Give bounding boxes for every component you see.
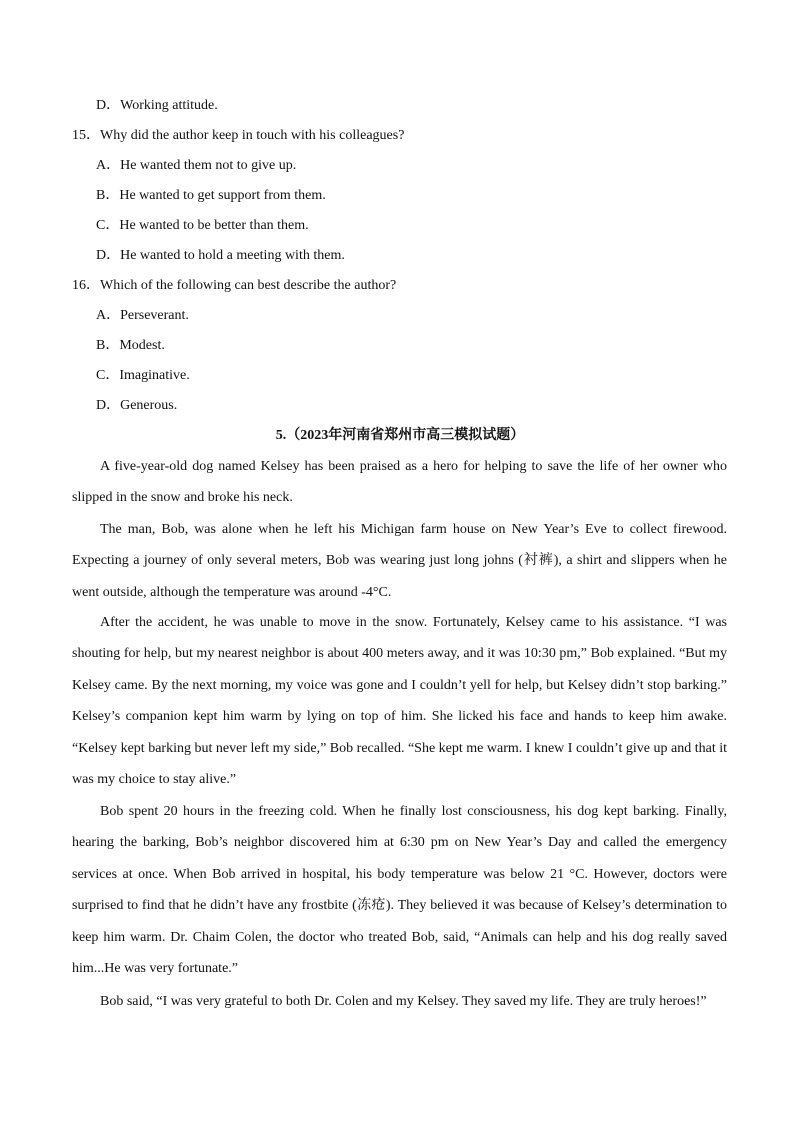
- passage-paragraph-3: After the accident, he was unable to move in the snow. Fortunately, Kelsey came to his assistance. “I was shouting for help, but my nearest neighbor is about 400 meters away, and it was 10:30 pm,” Bob explained. “But my Kelsey came. By the next morning, my voice was gone and I couldn’t yell for help, but Kelsey didn’t stop barking.” Kelsey’s companion kept him warm by lying on top of him. She licked his face and hands to keep him awake. “Kelsey kept barking but never left my side,” Bob recalled. “She kept me warm. I knew I couldn’t give up and that it was my choice to stay alive.”: [72, 615, 727, 788]
- q15-option-b: B．He wanted to get support from them.: [96, 188, 326, 203]
- q15-option-d: D．He wanted to hold a meeting with them.: [96, 248, 345, 263]
- q15-option-a: A．He wanted them not to give up.: [96, 158, 297, 173]
- passage-paragraph-1: A five-year-old dog named Kelsey has been praised as a hero for helping to save the life of her owner who slipped in the snow and broke his neck.: [72, 459, 727, 506]
- passage-paragraph-5: Bob said, “I was very grateful to both Dr. Colen and my Kelsey. They saved my life. They are truly heroes!”: [100, 994, 707, 1009]
- q16-stem: 16．Which of the following can best describe the author?: [72, 278, 397, 293]
- q15-stem: 15．Why did the author keep in touch with his colleagues?: [72, 128, 405, 143]
- passage-paragraph-4: Bob spent 20 hours in the freezing cold. When he finally lost consciousness, his dog kept barking. Finally, hearing the barking, Bob’s neighbor discovered him at 6:30 pm on New Year’s Day and called the emergency services at once. When Bob arrived in hospital, his body temperature was below 21 °C. However, doctors were surprised to find that he didn’t have any frostbite (冻疮). They believed it was because of Kelsey’s determination to keep him warm. Dr. Chaim Colen, the doctor who treated Bob, said, “Animals can help and his dog really saved him...He was very fortunate.”: [72, 804, 727, 977]
- q15-option-c: C．He wanted to be better than them.: [96, 218, 309, 233]
- q16-option-b: B．Modest.: [96, 338, 165, 353]
- q14-option-d: D．Working attitude.: [96, 98, 218, 113]
- q16-option-d: D．Generous.: [96, 398, 178, 413]
- q16-option-a: A．Perseverant.: [96, 308, 189, 323]
- section-heading: 5.（2023年河南省郑州市高三模拟试题）: [275, 428, 525, 443]
- passage-paragraph-2: The man, Bob, was alone when he left his Michigan farm house on New Year’s Eve to collect firewood. Expecting a journey of only several meters, Bob was wearing just long johns (衬裤), a shirt and slippers when he went outside, although the temperature was around -4°C.: [72, 522, 727, 600]
- q16-option-c: C．Imaginative.: [96, 368, 190, 383]
